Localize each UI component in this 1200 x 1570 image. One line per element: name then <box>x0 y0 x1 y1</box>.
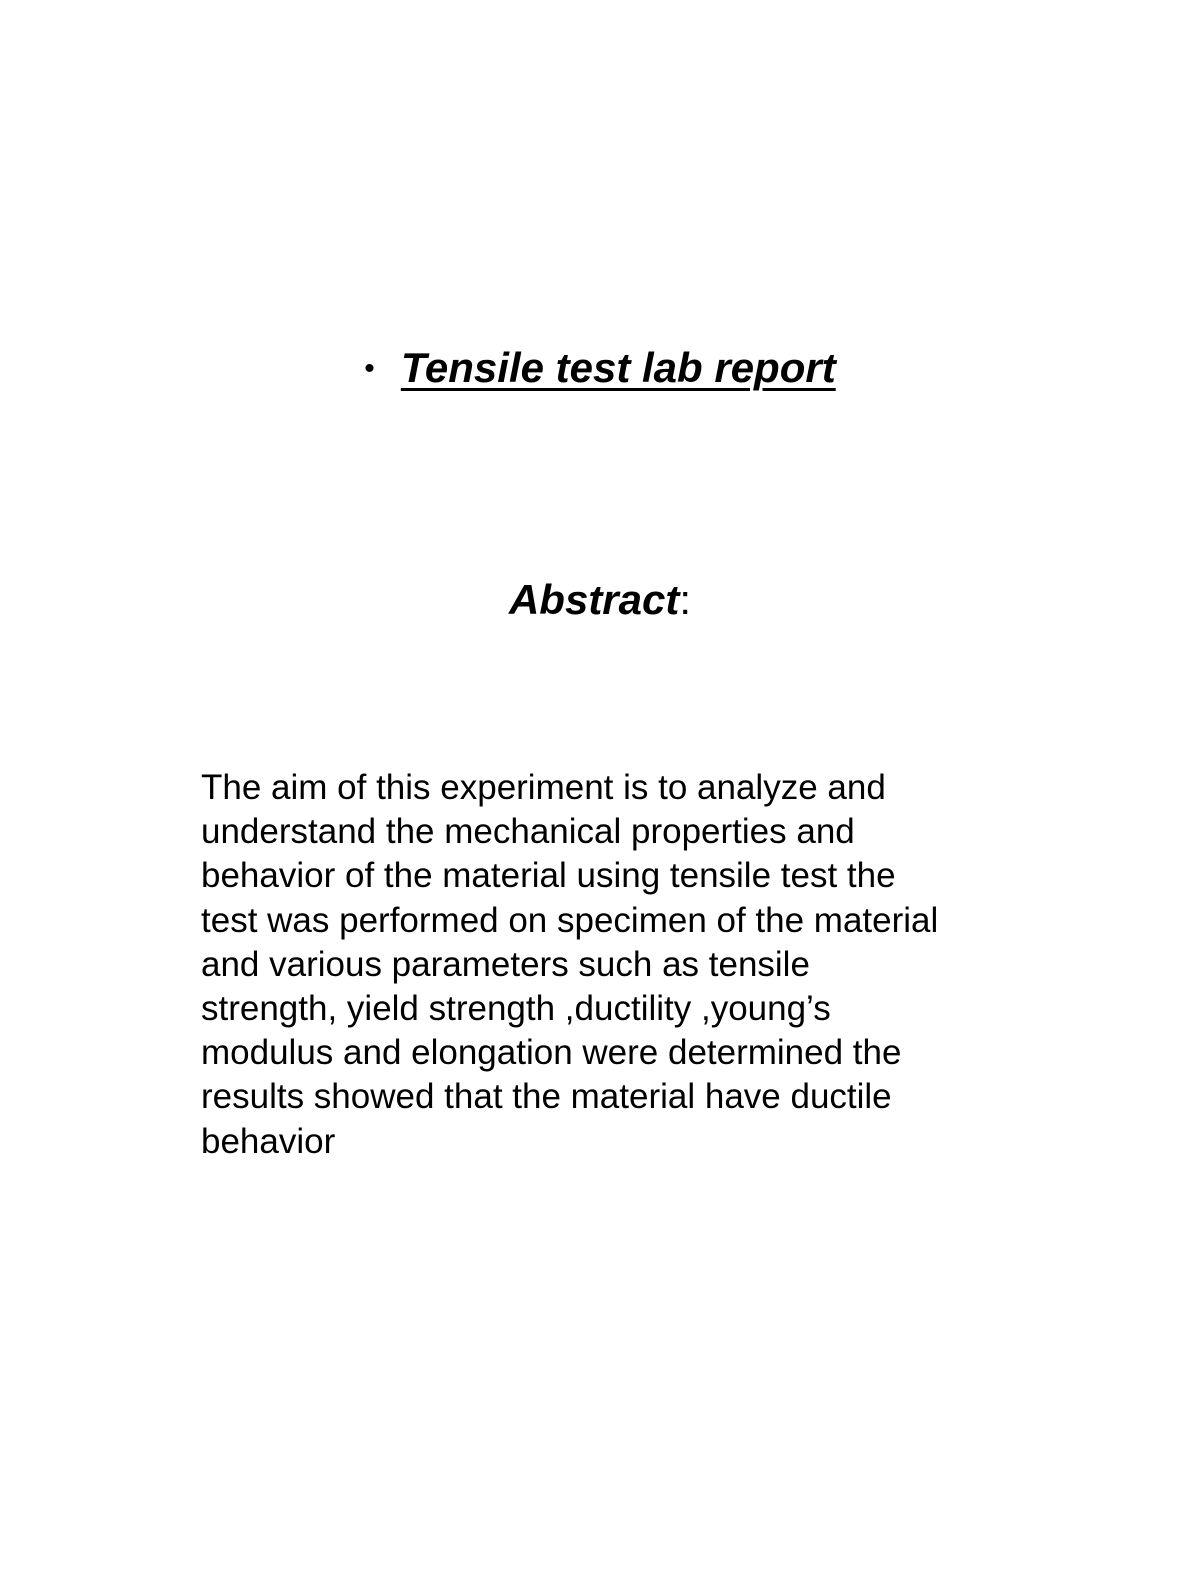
abstract-line: behavior of the material using tensile test the <box>201 856 896 896</box>
abstract-line: modulus and elongation were determined the <box>201 1033 902 1073</box>
abstract-line: behavior <box>201 1121 336 1161</box>
abstract-line: strength, yield strength ,ductility ,young’s <box>201 989 831 1029</box>
abstract-heading-colon: : <box>679 576 692 623</box>
abstract-line: and various parameters such as tensile <box>201 944 810 984</box>
abstract-heading-text: Abstract <box>508 576 680 623</box>
report-title: Tensile test lab report <box>400 344 836 391</box>
abstract-heading <box>0 572 1200 628</box>
abstract-line: test was performed on specimen of the material <box>201 900 939 940</box>
abstract-paragraph <box>201 766 1021 1164</box>
abstract-line: The aim of this experiment is to analyze and <box>201 768 886 807</box>
report-title-line <box>0 340 1200 397</box>
abstract-line: results showed that the material have ductile <box>201 1077 892 1117</box>
bullet-icon: • <box>364 352 375 385</box>
abstract-line: understand the mechanical properties and <box>201 812 855 852</box>
